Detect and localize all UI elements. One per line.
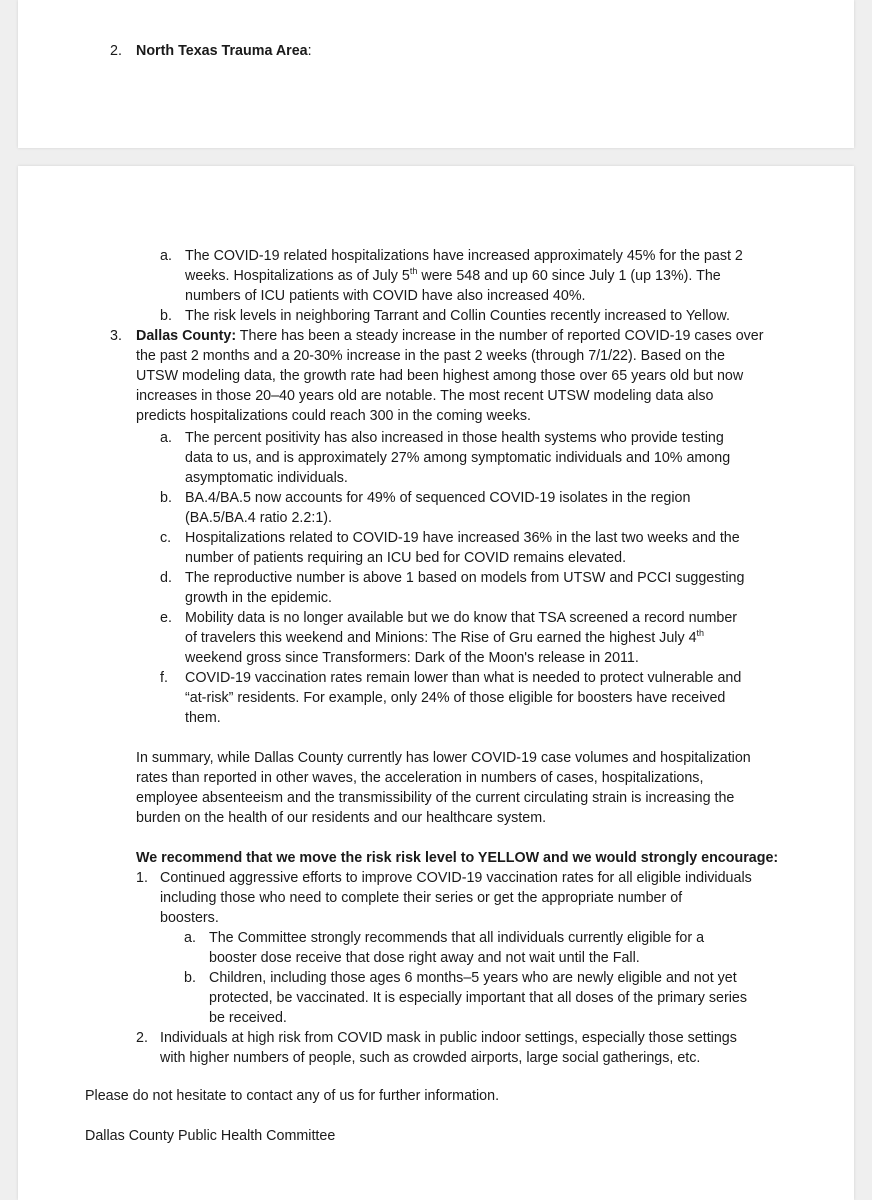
text-line: [185, 266, 721, 286]
list-number: 2.: [110, 43, 122, 59]
text-line: The COVID-19 related hospitalizations have increased approximately 45% for the past 2: [185, 248, 743, 264]
text-fragment: of travelers this weekend and Minions: The Rise of Gru earned the highest July 4: [185, 630, 697, 646]
text-line: weekend gross since Transformers: Dark of the Moon's release in 2011.: [185, 650, 639, 666]
list-marker: a.: [160, 248, 172, 264]
text-fragment: weeks. Hospitalizations as of July 5: [185, 268, 410, 284]
section-title: North Texas Trauma Area: [136, 43, 308, 59]
text-line: the past 2 months and a 20-30% increase in the past 2 weeks (through 7/1/22). Based on the: [136, 348, 725, 364]
list-number: 1.: [136, 870, 148, 886]
text-line: COVID-19 vaccination rates remain lower than what is needed to protect vulnerable and: [185, 670, 742, 686]
text-line: UTSW modeling data, the growth rate had been highest among those over 65 years old but now: [136, 368, 744, 384]
text-line: asymptomatic individuals.: [185, 470, 348, 486]
section-title: Dallas County:: [136, 328, 237, 344]
list-marker: b.: [160, 490, 172, 506]
text-line: The reproductive number is above 1 based on models from UTSW and PCCI suggesting: [185, 570, 745, 586]
recommendation-heading: [136, 848, 778, 868]
recommendation-heading-text: We recommend that we move the risk risk level to YELLOW and we would strongly encourage:: [136, 850, 779, 866]
list-number: 3.: [110, 328, 122, 344]
text-fragment: were 548 and up 60 since July 1 (up 13%). The: [417, 268, 721, 284]
text-line: be received.: [209, 1010, 287, 1026]
text-line: Individuals at high risk from COVID mask in public indoor settings, especially those settings: [160, 1030, 737, 1046]
text-line: data to us, and is approximately 27% among symptomatic individuals and 10% among: [185, 450, 731, 466]
list-marker: f.: [160, 670, 168, 686]
text-fragment: There has been a steady increase in the number of reported COVID-19 cases over: [236, 328, 764, 344]
section-heading: [136, 41, 312, 61]
text-line: [185, 628, 704, 648]
text-line: Mobility data is no longer available but we do know that TSA screened a record number: [185, 610, 738, 626]
list-marker: d.: [160, 570, 172, 586]
text-line: Children, including those ages 6 months–5 years who are newly eligible and not yet: [209, 970, 737, 986]
text-line: [136, 326, 764, 346]
text-line: number of patients requiring an ICU bed for COVID remains elevated.: [185, 550, 627, 566]
text-line: (BA.5/BA.4 ratio 2.2:1).: [185, 510, 333, 526]
text-line: protected, be vaccinated. It is especially important that all doses of the primary series: [209, 990, 747, 1006]
text-line: numbers of ICU patients with COVID have also increased 40%.: [185, 288, 586, 304]
text-line: The Committee strongly recommends that all individuals currently eligible for a: [209, 930, 705, 946]
list-number: 2.: [136, 1030, 148, 1046]
superscript: th: [696, 628, 705, 639]
list-marker: c.: [160, 530, 172, 546]
list-marker: b.: [160, 308, 172, 324]
summary-line: employee absenteeism and the transmissibility of the current circulating strain is increasing the: [136, 790, 735, 806]
text-line: “at-risk” residents. For example, only 24% of those eligible for boosters have received: [185, 690, 726, 706]
text-line: BA.4/BA.5 now accounts for 49% of sequenced COVID-19 isolates in the region: [185, 490, 691, 506]
section-colon: :: [307, 43, 312, 59]
text-line: booster dose receive that dose right away and not wait until the Fall.: [209, 950, 640, 966]
document-page-main: [18, 166, 854, 1200]
summary-line: In summary, while Dallas County currently has lower COVID-19 case volumes and hospitalization: [136, 750, 751, 766]
text-line: Hospitalizations related to COVID-19 have increased 36% in the last two weeks and the: [185, 530, 740, 546]
summary-line: rates than reported in other waves, the acceleration in numbers of cases, hospitalizations,: [136, 770, 704, 786]
text-line: with higher numbers of people, such as crowded airports, large social gatherings, etc.: [160, 1050, 701, 1066]
superscript: th: [409, 266, 418, 277]
summary-line: burden on the health of our residents and our healthcare system.: [136, 810, 547, 826]
list-marker: a.: [160, 430, 172, 446]
document-page-top: [18, 0, 854, 148]
text-line: predicts hospitalizations could reach 300 in the coming weeks.: [136, 408, 531, 424]
text-line: increases in those 20–40 years old are notable. The most recent UTSW modeling data also: [136, 388, 714, 404]
contact-line: Please do not hesitate to contact any of us for further information.: [85, 1088, 500, 1104]
text-line: growth in the epidemic.: [185, 590, 333, 606]
text-line: including those who need to complete their series or get the appropriate number of: [160, 890, 683, 906]
text-line: The percent positivity has also increased in those health systems who provide testing: [185, 430, 724, 446]
list-marker: e.: [160, 610, 172, 626]
text-line: The risk levels in neighboring Tarrant and Collin Counties recently increased to Yellow.: [185, 308, 730, 324]
list-marker: a.: [184, 930, 196, 946]
text-line: them.: [185, 710, 221, 726]
text-line: Continued aggressive efforts to improve COVID-19 vaccination rates for all eligible individuals: [160, 870, 752, 886]
list-marker: b.: [184, 970, 196, 986]
text-line: boosters.: [160, 910, 219, 926]
signature: Dallas County Public Health Committee: [85, 1128, 336, 1144]
